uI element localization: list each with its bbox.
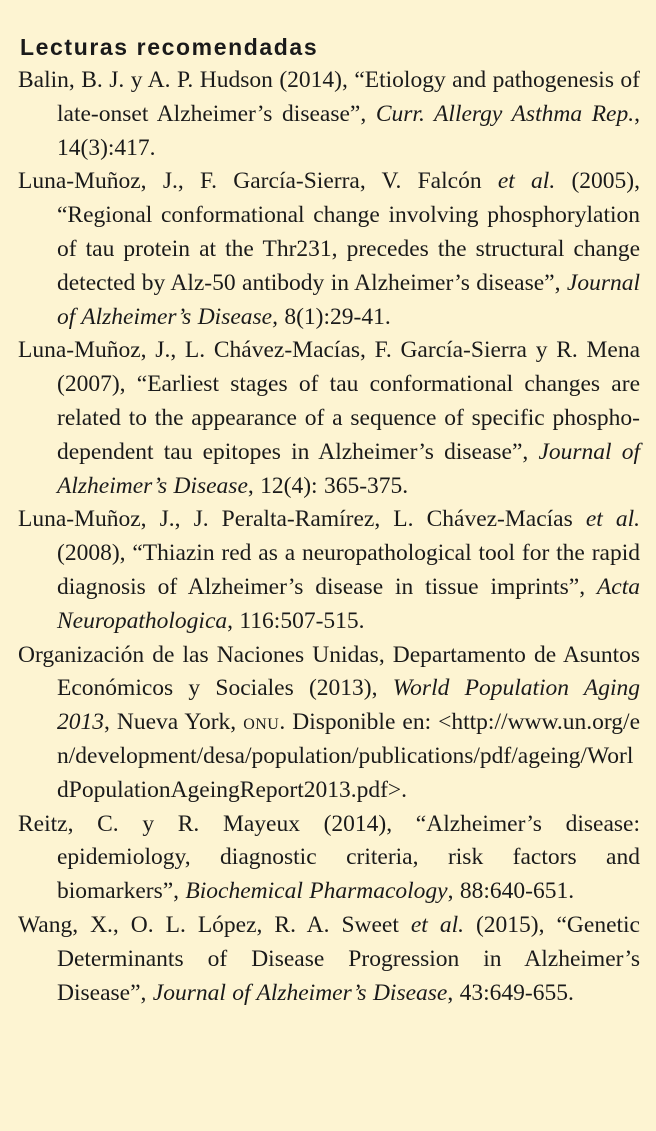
ref-title: “Etiology and pathogenesis of late-onset Alzheimer’s disease”, [57, 67, 640, 127]
ref-title: “Thiazin red as a neuropathological tool for the rapid diagnosis of Alzheimer’s disease in tissue imprints”, [57, 540, 640, 600]
ref-details: , 43:649-655. [447, 979, 574, 1006]
ref-details: . Disponible en: [279, 709, 439, 736]
reference-item [18, 909, 640, 1010]
ref-authors: Luna-Muñoz, J., J. Peralta-Ramírez, L. Chávez-Macías [18, 506, 586, 533]
ref-year: (2005), [555, 168, 640, 195]
ref-authors: Luna-Muñoz, J., F. García-Sierra, V. Falcón [18, 168, 498, 195]
ref-title: “Genetic Determinants of Disease Progression in Alzheimer’s Disease”, [57, 911, 640, 1006]
ref-authors: Reitz, C. y R. Mayeux (2014), [18, 810, 416, 837]
reference-item [18, 639, 640, 808]
ref-title: “Alzheimer’s disease: epidemiology, diagnostic criteria, risk factors and biomarkers”, [57, 810, 640, 905]
ref-journal: World Population Aging 2013 [57, 675, 640, 736]
reference-item [18, 64, 640, 165]
ref-title: “Regional conformational change involving phosphorylation of tau protein at the Thr231, precedes the structural change detected by Alz-50 antibody in Alzheimer’s disease”, [57, 202, 640, 296]
ref-details: , 88:640-651. [447, 878, 575, 905]
reference-list [18, 64, 640, 1010]
ref-et-al: et al. [410, 911, 464, 938]
reference-item [18, 334, 640, 503]
ref-details: , Nueva York, [104, 709, 244, 736]
ref-et-al: et al. [497, 168, 556, 195]
section-heading: Lecturas recomendadas [20, 34, 319, 60]
ref-journal: Journal of Alzheimer’s Disease, [57, 269, 640, 330]
ref-journal: Biochemical Pharmacology [185, 878, 448, 905]
ref-journal: Journal of Alzheimer’s Disease [152, 979, 448, 1006]
reference-item [18, 165, 640, 334]
ref-details: , 116:507-515. [227, 607, 365, 634]
ref-authors: Organización de las Naciones Unidas, Departamento de Asuntos Económicos y Sociales (2013), [18, 641, 640, 702]
ref-journal: Acta Neuropathologica [57, 573, 640, 634]
ref-authors: Luna-Muñoz, J., L. Chávez-Macías, F. García-Sierra y R. Mena (2007), [18, 337, 640, 398]
reference-item [18, 503, 640, 638]
reference-item [18, 808, 640, 909]
ref-org-abbrev: onu [243, 709, 280, 736]
ref-year: (2015), [463, 911, 557, 938]
ref-journal: Journal of Alzheimer’s Disease [57, 438, 640, 499]
ref-details: , 12(4): 365-375. [247, 472, 409, 499]
ref-details: , 14(3):417. [57, 100, 640, 161]
ref-year: (2008), [57, 540, 133, 567]
ref-authors: Wang, X., O. L. López, R. A. Sweet [18, 911, 411, 938]
ref-et-al: et al. [585, 506, 640, 533]
ref-title: “Earliest stages of tau conformational changes are related to the appearance of a sequence of specific phospho-dependent tau epitopes in Alzheimer’s disease”, [57, 371, 640, 465]
ref-authors: Balin, B. J. y A. P. Hudson (2014), [18, 67, 355, 93]
ref-journal: Curr. Allergy Asthma Rep. [375, 100, 635, 127]
ref-details: 8(1):29-41. [277, 303, 391, 330]
ref-url: <http://www.un.org/en/development/desa/population/publications/pdf/ageing/WorldPopulationAgeingReport2013.pdf>. [57, 709, 641, 803]
